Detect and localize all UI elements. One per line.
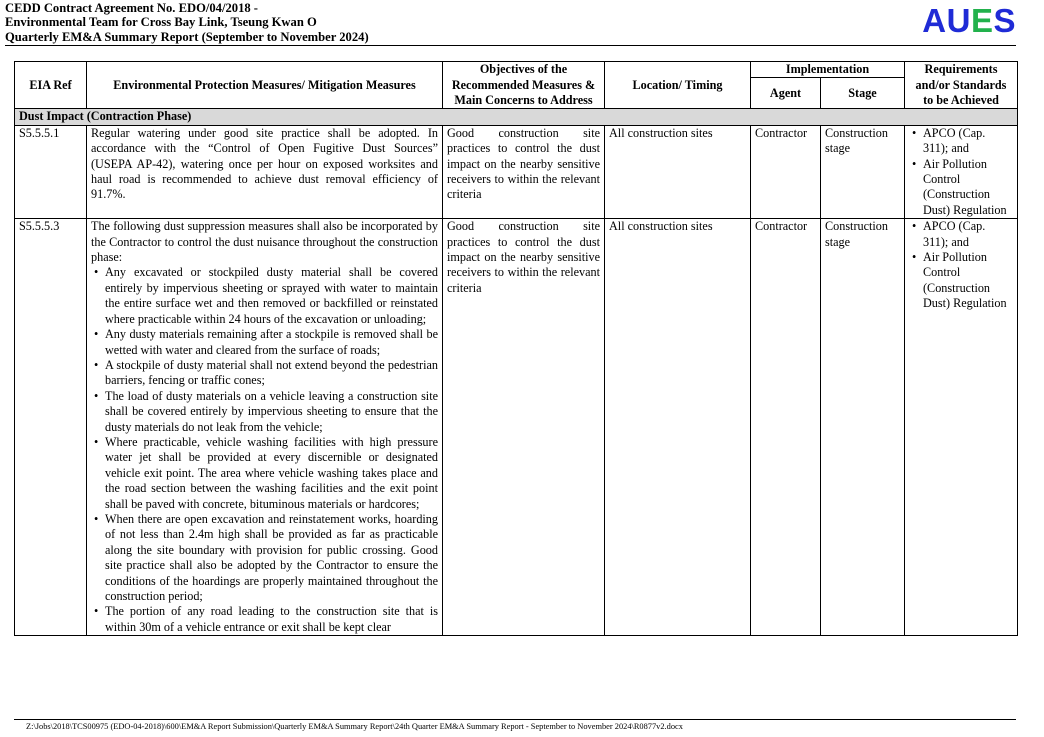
measure-bullet: • Any dusty materials remaining after a stockpile is removed shall be wetted with water and cleared from the surface of roads; (91, 327, 438, 358)
header-rule (5, 45, 1016, 46)
objective-cell: Good construction site practices to control the dust impact on the nearby sensitive receivers to within the relevant criteria (443, 125, 605, 218)
requirement-item: • APCO (Cap. 311); and (909, 126, 1013, 157)
stage-cell: Construction stage (821, 219, 905, 636)
requirement-item: • Air Pollution Control (Construction Dust) Regulation (909, 250, 1013, 312)
col-header-measures: Environmental Protection Measures/ Mitigation Measures (87, 62, 443, 109)
measure-cell (87, 219, 443, 636)
measure-bullet: • When there are open excavation and reinstatement works, hoarding of not less than 2.4m high shall be provided as far as practicable along the site boundary with provision for public crossing. Good site practice shall also be adopted by the Contractor to ensure the conditions of the hoardings are properly maintained throughout the construction period; (91, 512, 438, 604)
col-header-objectives: Objectives of the Recommended Measures & Main Concerns to Address (443, 62, 605, 109)
requirement-item: • Air Pollution Control (Construction Dust) Regulation (909, 157, 1013, 219)
section-title: Dust Impact (Contraction Phase) (15, 109, 1018, 125)
col-header-agent: Agent (751, 78, 821, 109)
objective-cell: Good construction site practices to control the dust impact on the nearby sensitive receivers to within the relevant criteria (443, 219, 605, 636)
header-contract-line: CEDD Contract Agreement No. EDO/04/2018 - (5, 1, 259, 15)
eia-ref-cell: S5.5.5.3 (15, 219, 87, 636)
logo-letter: U (946, 2, 971, 39)
logo-letter: A (922, 2, 947, 39)
col-header-requirements: Requirements and/or Standards to be Achieved (905, 62, 1018, 109)
table-row (15, 125, 1018, 218)
col-header-location: Location/ Timing (605, 62, 751, 109)
requirement-item: • APCO (Cap. 311); and (909, 219, 1013, 250)
location-cell: All construction sites (605, 125, 751, 218)
aues-logo (922, 2, 1016, 40)
logo-letter: E (970, 2, 994, 39)
measure-bullet: • A stockpile of dusty material shall not extend beyond the pedestrian barriers, fencing or traffic cones; (91, 358, 438, 389)
agent-cell: Contractor (751, 219, 821, 636)
document-header (5, 1, 369, 44)
col-header-stage: Stage (821, 78, 905, 109)
footer-file-path: Z:\Jobs\2018\TCS00975 (EDO-04-2018)\600\EM&A Report Submission\Quarterly EM&A Summary Report\24th Quarter EM&A Summary Report - September to November 2024\R0877v2.docx (26, 722, 683, 731)
stage-cell: Construction stage (821, 125, 905, 218)
location-cell: All construction sites (605, 219, 751, 636)
mitigation-measures-table (14, 61, 1018, 636)
measure-bullet: • Where practicable, vehicle washing facilities with high pressure water jet shall be provided at every discernible or designated vehicle exit point. The area where vehicle washing takes place and the road section between the washing facilities and the exit point shall be paved with concrete, bituminous materials or hardcores; (91, 435, 438, 512)
measure-bullet: • The portion of any road leading to the construction site that is within 30m of a vehicle entrance or exit shall be kept clear (91, 604, 438, 635)
header-team-line: Environmental Team for Cross Bay Link, Tseung Kwan O (5, 15, 317, 30)
measure-intro: The following dust suppression measures shall also be incorporated by the Contractor to control the dust nuisance throughout the construction phase: (91, 219, 438, 265)
col-header-eia-ref: EIA Ref (15, 62, 87, 109)
agent-cell: Contractor (751, 125, 821, 218)
measure-bullet: • The load of dusty materials on a vehicle leaving a construction site shall be covered entirely by impervious sheeting to ensure that the dusty materials do not leak from the vehicle; (91, 389, 438, 435)
requirements-cell (905, 219, 1018, 636)
header-report-line: Quarterly EM&A Summary Report (September to November 2024) (5, 29, 369, 44)
footer-rule (14, 719, 1016, 720)
measure-cell: Regular watering under good site practice shall be adopted. In accordance with the “Control of Open Fugitive Dust Sources” (USEPA AP-42), watering once per hour on exposed worksites and haul road is recommended to achieve dust removal efficiency of 91.7%. (87, 125, 443, 218)
eia-ref-cell: S5.5.5.1 (15, 125, 87, 218)
logo-letter: S (993, 2, 1016, 39)
col-header-implementation: Implementation (751, 62, 905, 78)
measure-bullet: • Any excavated or stockpiled dusty material shall be covered entirely by impervious sheeting or sprayed with water to maintain the entire surface wet and then removed or backfilled or reinstated where practicable within 24 hours of the excavation or unloading; (91, 265, 438, 327)
table-row (15, 219, 1018, 636)
requirements-cell (905, 125, 1018, 218)
